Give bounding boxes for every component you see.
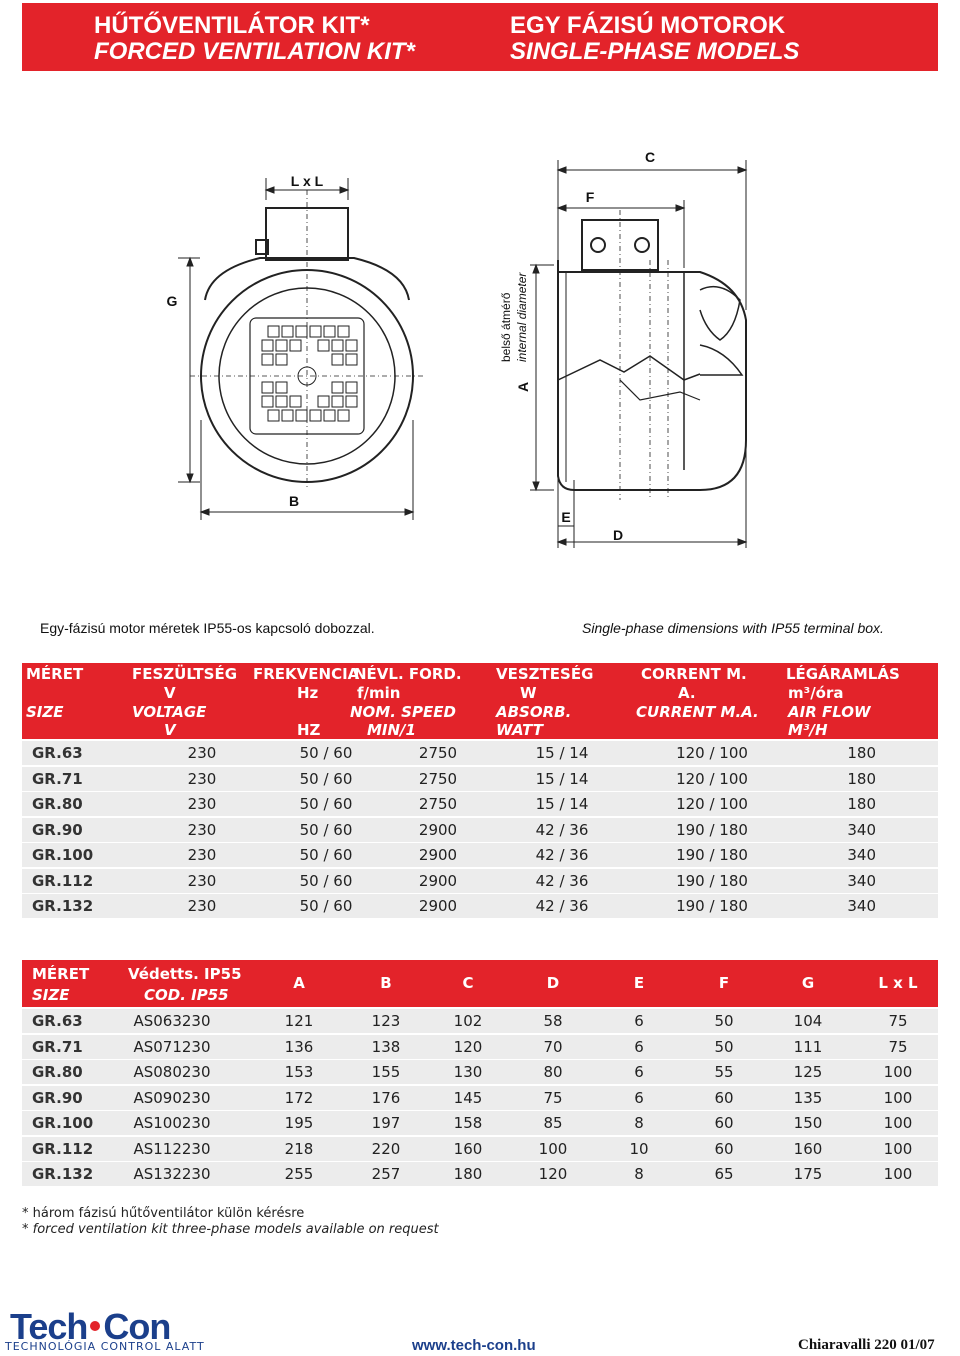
table-cell: 120 <box>538 1165 568 1183</box>
header-absorb: ABSORB. <box>496 703 572 721</box>
logo-word-tech: Tech <box>10 1306 88 1347</box>
header-corrent: CORRENT M. <box>641 665 747 683</box>
table-cell: 2900 <box>418 897 458 915</box>
table-cell: 10 <box>629 1139 649 1158</box>
table-cell: 75 <box>543 1088 563 1107</box>
table-cell: 230 <box>187 769 217 788</box>
header-w: W <box>520 684 537 702</box>
header2-col: F <box>718 974 730 992</box>
header2-col: B <box>380 974 392 992</box>
table-cell: GR.132 <box>32 897 94 915</box>
table-cell: 218 <box>284 1139 314 1158</box>
table-cell: 75 <box>888 1037 908 1056</box>
dim-label-c: C <box>644 149 656 165</box>
table-cell: GR.63 <box>32 744 83 762</box>
table-cell: 230 <box>187 820 217 839</box>
header-current: CURRENT M.A. <box>636 703 759 721</box>
table-cell: 50 / 60 <box>299 871 353 890</box>
table-cell: GR.112 <box>32 871 94 890</box>
table-cell: GR.90 <box>32 820 83 839</box>
subtitle-hu: EGY FÁZISÚ MOTOROK <box>510 12 786 39</box>
header-frekvencia: FREKVENCIA <box>253 665 360 683</box>
table-cell: GR.132 <box>32 1165 94 1183</box>
table-cell: GR.90 <box>32 1088 83 1107</box>
table-cell: 8 <box>634 1114 644 1132</box>
header-min1: MIN/1 <box>367 721 416 739</box>
table-cell: 160 <box>453 1139 483 1158</box>
table-cell: GR.112 <box>32 1139 94 1158</box>
diameter-label-en: internal diameter <box>515 272 529 362</box>
table-cell: GR.63 <box>32 1012 83 1030</box>
table-cell: 70 <box>543 1037 563 1056</box>
table-cell: 100 <box>883 1088 913 1107</box>
table-cell: 120 / 100 <box>676 769 748 788</box>
table-cell: GR.100 <box>32 1114 94 1132</box>
table-cell: 8 <box>634 1165 644 1183</box>
dim-label-b: B <box>288 493 300 509</box>
header-airflow: AIR FLOW <box>788 703 871 721</box>
footnote-en: * forced ventilation kit three-phase models available on request <box>22 1222 439 1237</box>
table-cell: 190 / 180 <box>676 846 748 864</box>
header-fmin: f/min <box>357 684 401 702</box>
table-cell: 230 <box>187 897 217 915</box>
table-cell: 340 <box>847 871 876 890</box>
document-reference: Chiaravalli 220 01/07 <box>798 1337 935 1353</box>
table-cell: 50 / 60 <box>299 744 353 762</box>
diameter-label-hu: belső átmérő <box>499 292 513 362</box>
header2-col: C <box>462 974 474 992</box>
table-cell: 2750 <box>418 744 458 762</box>
table-cell: GR.71 <box>32 1037 83 1056</box>
header-feszultseg: FESZÜLTSÉG <box>132 665 238 683</box>
table-cell: 172 <box>284 1088 314 1107</box>
table-row <box>22 741 938 765</box>
table-cell: 42 / 36 <box>535 846 589 864</box>
table-cell: 15 / 14 <box>535 744 589 762</box>
table-row <box>22 1035 938 1059</box>
table-cell: 85 <box>543 1114 563 1132</box>
table-row <box>22 869 938 893</box>
dim-label-a: A <box>515 381 531 392</box>
table-cell: 138 <box>371 1037 401 1056</box>
table-cell: 135 <box>793 1088 823 1107</box>
table-cell: GR.80 <box>32 1063 83 1081</box>
header2-col: L x L <box>878 974 918 992</box>
table-cell: 50 / 60 <box>299 769 353 788</box>
table-cell: 100 <box>538 1139 568 1158</box>
table-cell: 2900 <box>418 871 458 890</box>
table-row <box>22 1137 938 1161</box>
header2-cod: COD. IP55 <box>144 986 229 1004</box>
title-hu: HŰTŐVENTILÁTOR KIT* <box>94 12 370 39</box>
header-nevl: NÉVL. FORD. <box>354 665 462 683</box>
page-header <box>22 3 938 71</box>
table-row <box>22 1111 938 1135</box>
table-cell: 75 <box>888 1012 908 1030</box>
table-cell: 15 / 14 <box>535 769 589 788</box>
motor-dimension-drawing <box>0 100 960 620</box>
table-cell: 58 <box>543 1012 563 1030</box>
header-v-en: V <box>164 721 176 739</box>
table-cell: 340 <box>847 846 876 864</box>
table-cell: 125 <box>793 1063 823 1081</box>
table-cell: 150 <box>793 1114 823 1132</box>
header2-col: D <box>546 974 560 992</box>
table-row <box>22 792 938 816</box>
header-veszteseg: VESZTESÉG <box>496 665 594 683</box>
table-cell: 180 <box>453 1165 483 1183</box>
table-cell: 255 <box>284 1165 314 1183</box>
table-cell: 100 <box>883 1063 913 1081</box>
table-cell: 123 <box>371 1012 401 1030</box>
table-cell: 257 <box>371 1165 401 1183</box>
table-row <box>22 1009 938 1033</box>
table-cell: 104 <box>793 1012 823 1030</box>
table-cell: 60 <box>714 1139 734 1158</box>
table-cell: 2750 <box>418 795 458 813</box>
table-cell: AS063230 <box>133 1012 211 1030</box>
table-cell: 50 <box>714 1012 734 1030</box>
logo-dot-icon <box>90 1321 100 1331</box>
table-row <box>22 843 938 867</box>
table-cell: 50 / 60 <box>299 795 353 813</box>
table-cell: 175 <box>793 1165 823 1183</box>
table-cell: 155 <box>371 1063 401 1081</box>
subtitle-en: SINGLE-PHASE MODELS <box>510 38 800 65</box>
header2-col: A <box>293 974 305 992</box>
table-cell: 145 <box>453 1088 483 1107</box>
table-row <box>22 1060 938 1084</box>
table-cell: 50 / 60 <box>299 846 353 864</box>
header-size: SIZE <box>26 703 64 721</box>
table-cell: 180 <box>847 744 876 762</box>
table-cell: 6 <box>634 1037 644 1056</box>
table-cell: 190 / 180 <box>676 871 748 890</box>
table-cell: 50 / 60 <box>299 820 353 839</box>
table-cell: 195 <box>284 1114 314 1132</box>
header-m3ora: m³/óra <box>788 684 844 702</box>
dim-label-g: G <box>166 293 178 309</box>
table-cell: 340 <box>847 897 876 915</box>
header-v: V <box>164 684 176 702</box>
table-cell: 197 <box>371 1114 401 1132</box>
table-cell: 120 / 100 <box>676 744 748 762</box>
header2-meret: MÉRET <box>32 965 90 983</box>
table-cell: 230 <box>187 846 217 864</box>
dim-label-e: E <box>561 509 571 525</box>
table-cell: 6 <box>634 1088 644 1107</box>
header-hz-en: HZ <box>297 721 321 739</box>
table-cell: GR.100 <box>32 846 94 864</box>
header2-col: G <box>801 974 815 992</box>
table-row <box>22 767 938 791</box>
table-cell: GR.80 <box>32 795 83 813</box>
dim-label-f: F <box>585 189 595 205</box>
header-nom-speed: NOM. SPEED <box>350 703 456 721</box>
table-cell: 190 / 180 <box>676 820 748 839</box>
table-cell: 230 <box>187 871 217 890</box>
table-cell: AS080230 <box>133 1063 211 1081</box>
table-cell: 6 <box>634 1012 644 1030</box>
header-watt: WATT <box>496 721 543 739</box>
table-cell: 340 <box>847 820 876 839</box>
table-cell: 153 <box>284 1063 314 1081</box>
table-cell: AS100230 <box>133 1114 211 1132</box>
website-link[interactable]: www.tech-con.hu <box>412 1337 536 1354</box>
table-cell: 6 <box>634 1063 644 1081</box>
header-legaram: LÉGÁRAMLÁS <box>786 665 900 683</box>
logo-tagline: TECHNOLÓGIA CONTROL ALATT <box>5 1340 205 1353</box>
table-cell: 60 <box>714 1114 734 1132</box>
table-cell: 55 <box>714 1063 734 1081</box>
header-m3h: M³/H <box>788 721 828 739</box>
table-row <box>22 1086 938 1110</box>
table-cell: 220 <box>371 1139 401 1158</box>
table-cell: AS112230 <box>133 1139 211 1158</box>
table-cell: 2750 <box>418 769 458 788</box>
table-row <box>22 894 938 918</box>
table1-header <box>22 663 938 739</box>
table-cell: 42 / 36 <box>535 897 589 915</box>
table-row <box>22 818 938 842</box>
table-cell: 42 / 36 <box>535 871 589 890</box>
dim-label-d: D <box>612 527 624 543</box>
header-hz: Hz <box>297 684 319 702</box>
caption-en: Single-phase dimensions with IP55 terminal box. <box>582 620 884 636</box>
table-cell: 180 <box>847 795 876 813</box>
table-cell: 80 <box>543 1063 563 1081</box>
table-cell: AS090230 <box>133 1088 211 1107</box>
table-cell: 121 <box>284 1012 314 1030</box>
table-cell: AS132230 <box>133 1165 211 1183</box>
table-cell: 102 <box>453 1012 483 1030</box>
table-cell: 136 <box>284 1037 314 1056</box>
table-cell: 130 <box>453 1063 483 1081</box>
table-cell: 180 <box>847 769 876 788</box>
title-en: FORCED VENTILATION KIT* <box>94 38 415 65</box>
caption-hu: Egy-fázisú motor méretek IP55-os kapcsoló dobozzal. <box>40 620 375 636</box>
table-cell: AS071230 <box>133 1037 211 1056</box>
header-a: A. <box>678 684 696 702</box>
header2-size: SIZE <box>32 986 70 1004</box>
table-cell: 15 / 14 <box>535 795 589 813</box>
table-cell: 50 <box>714 1037 734 1056</box>
table-cell: 42 / 36 <box>535 820 589 839</box>
table-cell: 190 / 180 <box>676 897 748 915</box>
table-cell: 100 <box>883 1139 913 1158</box>
table-cell: 120 / 100 <box>676 795 748 813</box>
table-row <box>22 1162 938 1186</box>
table-cell: 160 <box>793 1139 823 1158</box>
header-meret: MÉRET <box>26 665 84 683</box>
table-cell: 60 <box>714 1088 734 1107</box>
table-cell: 50 / 60 <box>299 897 353 915</box>
dim-label-lxl: L x L <box>290 173 324 189</box>
table2-header <box>22 960 938 1007</box>
table-cell: 65 <box>714 1165 734 1183</box>
header-voltage: VOLTAGE <box>132 703 207 721</box>
table-cell: 230 <box>187 795 217 813</box>
table-cell: 158 <box>453 1114 483 1132</box>
table-cell: 100 <box>883 1165 913 1183</box>
table-cell: 2900 <box>418 846 458 864</box>
table-cell: 100 <box>883 1114 913 1132</box>
table-cell: 2900 <box>418 820 458 839</box>
header2-vedetts: Védetts. IP55 <box>128 965 242 983</box>
table-cell: 230 <box>187 744 217 762</box>
table-cell: GR.71 <box>32 769 83 788</box>
table-cell: 120 <box>453 1037 483 1056</box>
logo-word-con: Con <box>103 1306 171 1347</box>
table-cell: 111 <box>793 1037 823 1056</box>
table-cell: 176 <box>371 1088 401 1107</box>
header2-col: E <box>633 974 645 992</box>
footnote-hu: * három fázisú hűtőventilátor külön kérésre <box>22 1206 305 1221</box>
